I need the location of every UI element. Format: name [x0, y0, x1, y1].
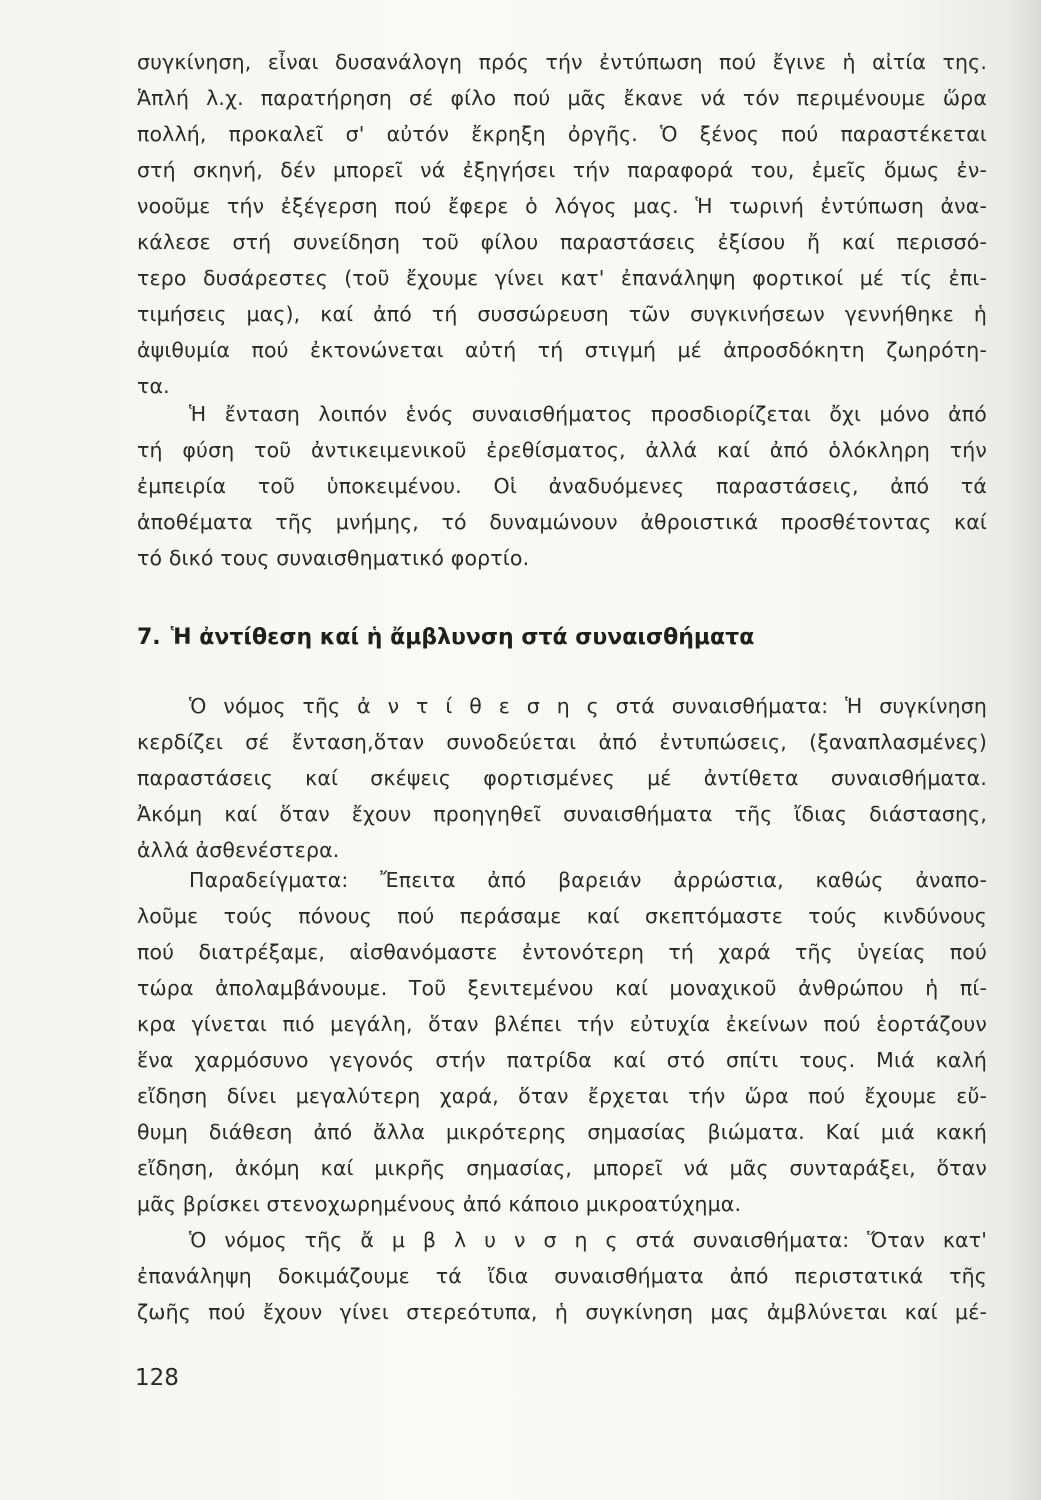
text-line: Ἁπλή λ.χ. παρατήρηση σέ φίλο πού μᾶς ἔκανε νά τόν περιμένουμε ὥρα — [137, 86, 987, 110]
text-line: Ἀκόμη καί ὅταν ἔχουν προηγηθεῖ συναισθήματα τῆς ἴδιας διάστασης, — [137, 802, 987, 826]
paragraph-2 — [137, 396, 987, 576]
text-line: ἐμπειρία τοῦ ὑποκειμένου. Οἱ ἀναδυόμενες παραστάσεις, ἀπό τά — [137, 474, 987, 498]
text-line: μᾶς βρίσκει στενοχωρημένους ἀπό κάποιο μικροατύχημα. — [137, 1192, 742, 1216]
text-line: συγκίνηση, εἶναι δυσανάλογη πρός τήν ἐντύπωση πού ἔγινε ἡ αἰτία της. — [137, 50, 987, 74]
text-line: τερο δυσάρεστες (τοῦ ἔχουμε γίνει κατ' ἐπανάληψη φορτικοί μέ τίς ἐπι- — [137, 266, 987, 290]
text-line: πολλή, προκαλεῖ σ' αὐτόν ἔκρηξη ὀργῆς. Ὁ ξένος πού παραστέκεται — [137, 122, 987, 146]
text-line: τιμήσεις μας), καί ἀπό τή συσσώρευση τῶν συγκινήσεων γεννήθηκε ἡ — [137, 302, 987, 326]
text-line: κάλεσε στή συνείδηση τοῦ φίλου παραστάσεις ἐξίσου ἤ καί περισσό- — [137, 230, 987, 254]
text-line: εἴδηση δίνει μεγαλύτερη χαρά, ὅταν ἔρχεται τήν ὥρα πού ἔχουμε εὔ- — [137, 1084, 987, 1108]
text-line: λοῦμε τούς πόνους πού περάσαμε καί σκεπτόμαστε τούς κινδύνους — [137, 904, 987, 928]
text-line: τό δικό τους συναισθηματικό φορτίο. — [137, 546, 530, 570]
text-line: κρα γίνεται πιό μεγάλη, ὅταν βλέπει τήν εὐτυχία ἐκείνων πού ἑορτάζουν — [137, 1012, 987, 1036]
text-line: στή σκηνή, δέν μπορεῖ νά ἐξηγήσει τήν παραφορά του, ἐμεῖς ὅμως ἐν- — [137, 158, 987, 182]
text-line: ἀψιθυμία πού ἐκτονώνεται αὐτή τή στιγμή μέ ἀπροσδόκητη ζωηρότη- — [137, 338, 987, 362]
text-line: παραστάσεις καί σκέψεις φορτισμένες μέ ἀντίθετα συναισθήματα. — [137, 766, 987, 790]
text-line: θυμη διάθεση ἀπό ἄλλα μικρότερης σημασίας βιώματα. Καί μιά κακή — [137, 1120, 987, 1144]
text-line: εἴδηση, ἀκόμη καί μικρῆς σημασίας, μπορεῖ νά μᾶς συνταράξει, ὅταν — [137, 1156, 987, 1180]
section-title: Ἡ ἀντίθεση καί ἡ ἄμβλυνση στά συναισθήματα — [170, 625, 755, 650]
text-line: τώρα ἀπολαμβάνουμε. Τοῦ ξενιτεμένου καί μοναχικοῦ ἀνθρώπου ἡ πί- — [137, 976, 987, 1000]
text-line: ἀλλά ἀσθενέστερα. — [137, 838, 340, 862]
text-line: νοοῦμε τήν ἐξέγερση πού ἔφερε ὁ λόγος μας. Ἡ τωρινή ἐντύπωση ἀνα- — [137, 194, 987, 218]
text-line: Παραδείγματα: Ἔπειτα ἀπό βαρειάν ἀρρώστια, καθώς ἀναπο- — [189, 868, 987, 892]
text-line: ζωῆς πού ἔχουν γίνει στερεότυπα, ἡ συγκίνηση μας ἀμβλύνεται καί μέ- — [137, 1300, 987, 1324]
text-line: ἕνα χαρμόσυνο γεγονός στήν πατρίδα καί στό σπίτι τους. Μιά καλή — [137, 1048, 987, 1072]
paragraph-4 — [137, 862, 987, 1222]
text-line: Ἡ ἔνταση λοιπόν ἑνός συναισθήματος προσδιορίζεται ὄχι μόνο ἀπό — [189, 402, 987, 426]
section-heading — [137, 620, 987, 656]
paragraph-1 — [137, 44, 987, 404]
section-number: 7. — [137, 625, 161, 650]
page-number: 128 — [135, 1365, 179, 1391]
text-line: κερδίζει σέ ἔνταση,ὅταν συνοδεύεται ἀπό ἐντυπώσεις, (ξαναπλασμένες) — [137, 730, 987, 754]
text-line: τή φύση τοῦ ἀντικειμενικοῦ ἐρεθίσματος, ἀλλά καί ἀπό ὁλόκληρη τήν — [137, 438, 987, 462]
text-line: Ὁ νόμος τῆς ἀ ν τ ί θ ε σ η ς στά συναισθήματα: Ἡ συγκίνηση — [189, 694, 987, 718]
text-line: ἐπανάληψη δοκιμάζουμε τά ἴδια συναισθήματα ἀπό περιστατικά τῆς — [137, 1264, 987, 1288]
text-line: ἀποθέματα τῆς μνήμης, τό δυναμώνουν ἀθροιστικά προσθέτοντας καί — [137, 510, 987, 534]
text-line: πού διατρέξαμε, αἰσθανόμαστε ἐντονότερη τή χαρά τῆς ὑγείας πού — [137, 940, 987, 964]
paragraph-3 — [137, 688, 987, 868]
paragraph-5 — [137, 1222, 987, 1330]
text-line: Ὁ νόμος τῆς ἄ μ β λ υ ν σ η ς στά συναισθήματα: Ὅταν κατ' — [189, 1228, 987, 1252]
text-line: τα. — [137, 374, 170, 398]
